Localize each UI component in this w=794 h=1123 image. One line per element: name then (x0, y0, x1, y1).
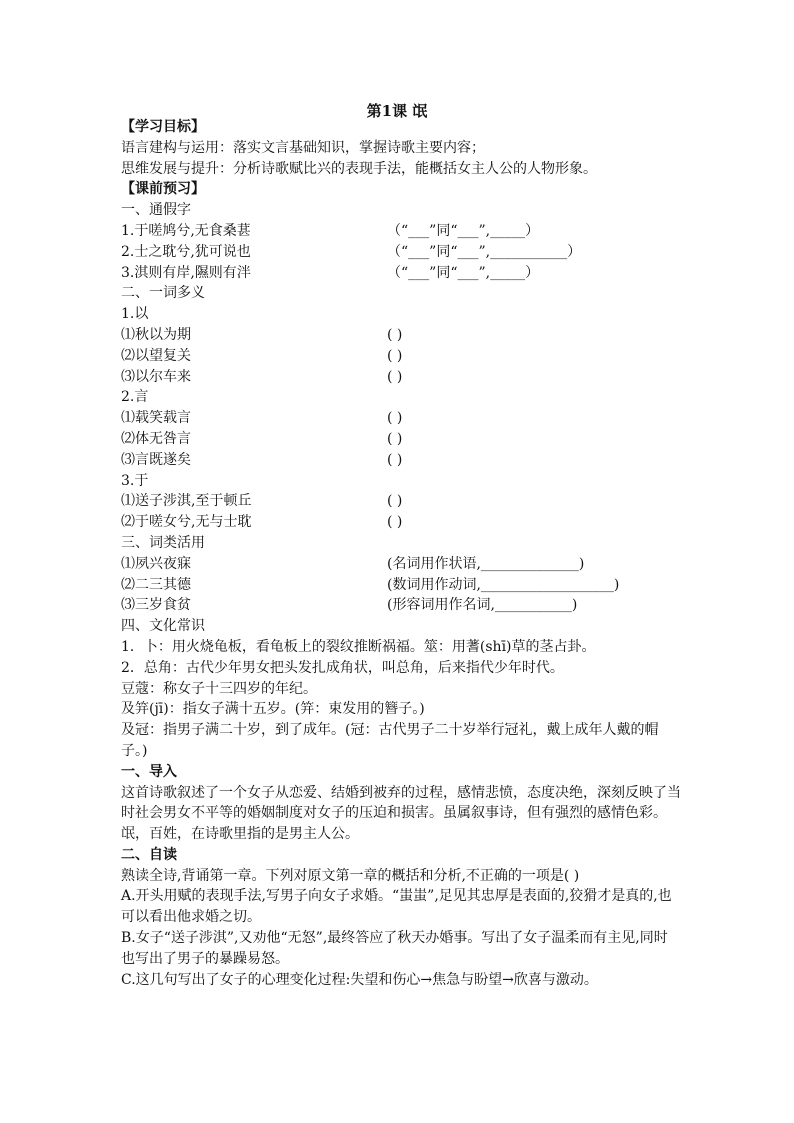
culture-item: 1．卜：用火烧龟板，看龟板上的裂纹推断祸福。筮：用蓍(shī)草的茎占卦。 (121, 638, 596, 655)
exercise-row (121, 491, 681, 512)
objectives-heading: 【学习目标】 (121, 119, 205, 135)
answer-blank: (名词用作状语,______________) (387, 555, 585, 572)
document-body (121, 117, 681, 990)
exercise-text: ⑴载笑载言 (121, 410, 191, 427)
exercise-row (121, 429, 681, 450)
exercise-row (121, 367, 681, 388)
exercise-row (121, 450, 681, 471)
exercise-text: ⑴送子涉淇,至于顿丘 (121, 493, 252, 510)
objective-item: 思维发展与提升：分析诗歌赋比兴的表现手法，能概括女主人公的人物形象。 (121, 160, 597, 177)
exercise-text: ⑶言既遂矣 (121, 451, 191, 468)
polysemy-word: 3.于 (121, 472, 149, 489)
selfread-question: 熟读全诗,背诵第一章。下列对原文第一章的概括和分析,不正确的一项是( ) (121, 867, 580, 884)
answer-blank: ( ) (387, 430, 403, 447)
exercise-row (121, 242, 681, 263)
intro-heading: 一、导入 (121, 763, 177, 780)
exercise-row (121, 325, 681, 346)
answer-blank: (形容词用作名词,___________) (387, 597, 578, 614)
culture-item: 及冠：指男子满二十岁，到了成年。(冠：古代男子二十岁举行冠礼，戴上成年人戴的帽子。) (121, 722, 659, 759)
answer-blank: （“___”同“___”,_____） (387, 222, 540, 239)
culture-item: 及笄(jī)：指女子满十五岁。(笄：束发用的簪子。) (121, 701, 425, 718)
exercise-row (121, 346, 681, 367)
answer-blank: ( ) (387, 326, 403, 343)
selfread-heading: 二、自读 (121, 846, 177, 863)
culture-item: 2．总角：古代少年男女把头发扎成角状，叫总角，后来指代少年时代。 (121, 659, 564, 676)
preview-heading: 【课前预习】 (121, 181, 205, 198)
answer-blank: （“___”同“___”,_____） (387, 264, 540, 281)
exercise-row (121, 575, 681, 596)
section-polysemy-title: 二、一词多义 (121, 285, 205, 302)
exercise-text: ⑶三岁食贫 (121, 597, 191, 614)
section-word-class-title: 三、词类活用 (121, 534, 205, 551)
option-b: B.女子“送子涉淇”,又劝他“无怒”,最终答应了秋天办婚事。写出了女子温柔而有主见,同时也写出了男子的暴躁易怒。 (121, 930, 668, 967)
answer-blank: (数词用作动词,___________________) (387, 576, 620, 593)
intro-paragraph: 这首诗歌叙述了一个女子从恋爱、结婚到被弃的过程，感情悲愤，态度决绝，深刻反映了当时社会男女不平等的婚姻制度对女子的压迫和损害。虽属叙事诗，但有强烈的感情色彩。氓，百姓，在诗歌里指的是男主人公。 (121, 784, 681, 843)
answer-blank: ( ) (387, 493, 403, 510)
polysemy-word: 1.以 (121, 306, 149, 323)
answer-blank: ( ) (387, 347, 403, 364)
exercise-text: ⑵于嗟女兮,无与士耽 (121, 514, 252, 531)
section-culture-title: 四、文化常识 (121, 618, 205, 635)
answer-blank: （“___”同“___”,___________） (387, 243, 582, 260)
exercise-text: 1.于嗟鸠兮,无食桑葚 (121, 222, 251, 239)
culture-item: 豆蔻：称女子十三四岁的年纪。 (121, 680, 317, 697)
exercise-row (121, 221, 681, 242)
exercise-row (121, 554, 681, 575)
option-a: A.开头用赋的表现手法,写男子向女子求婚。“蚩蚩”,足见其忠厚是表面的,狡猾才是真的,也可以看出他求婚之切。 (121, 888, 672, 926)
polysemy-word: 2.言 (121, 389, 149, 406)
exercise-row (121, 263, 681, 284)
answer-blank: ( ) (387, 451, 403, 468)
exercise-row (121, 408, 681, 429)
answer-blank: ( ) (387, 410, 403, 427)
exercise-text: ⑵体无咎言 (121, 430, 191, 447)
exercise-text: ⑵以望复关 (121, 347, 191, 364)
objective-item: 语言建构与运用：落实文言基础知识，掌握诗歌主要内容； (121, 139, 485, 156)
section-tongjiazi-title: 一、通假字 (121, 202, 191, 219)
answer-blank: ( ) (387, 368, 403, 385)
option-c: C.这几句写出了女子的心理变化过程:失望和伤心→焦急与盼望→欣喜与激动。 (121, 971, 598, 988)
exercise-text: ⑴秋以为期 (121, 326, 191, 343)
exercise-text: 2.士之耽兮,犹可说也 (121, 243, 251, 260)
exercise-row (121, 595, 681, 616)
exercise-text: ⑵二三其德 (121, 576, 191, 593)
exercise-text: ⑶以尔车来 (121, 368, 191, 385)
exercise-row (121, 512, 681, 533)
answer-blank: ( ) (387, 514, 403, 531)
exercise-text: ⑴夙兴夜寐 (121, 555, 191, 572)
lesson-title: 第1课 氓 (366, 102, 428, 120)
exercise-text: 3.淇则有岸,隰则有泮 (121, 264, 251, 281)
